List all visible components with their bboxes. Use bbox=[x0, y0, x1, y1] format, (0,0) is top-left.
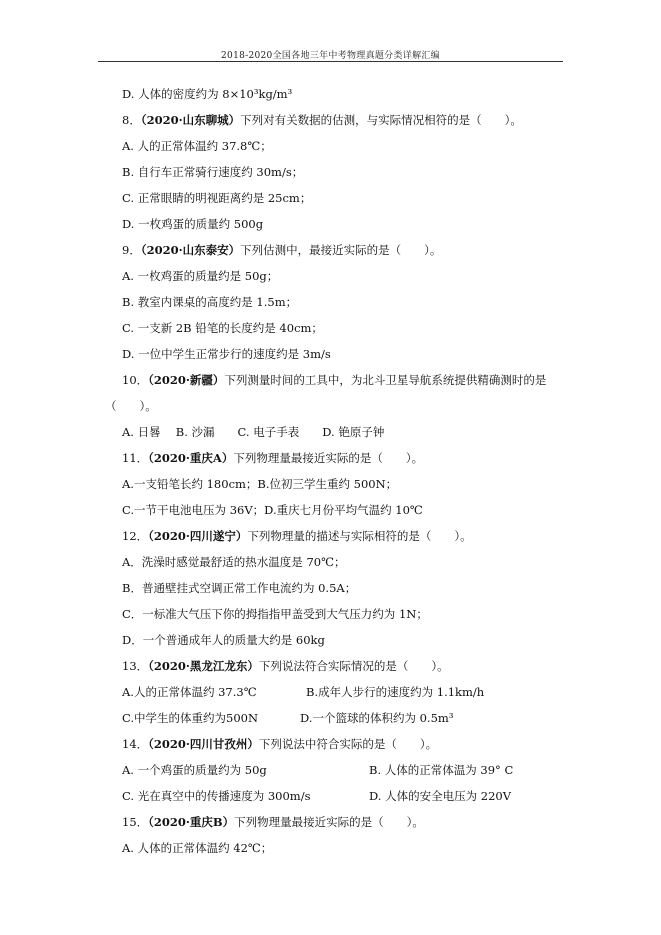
option-line: D．一个普通成年人的质量大约是 60kg bbox=[122, 633, 325, 647]
question-source: （2020·新疆） bbox=[148, 373, 225, 387]
option-line: D. 人体的密度约为 8×10³kg/m³ bbox=[122, 87, 293, 101]
question-12 bbox=[122, 529, 472, 543]
option-line: B. 自行车正常骑行速度约 30m/s； bbox=[122, 165, 304, 179]
option-line: A．洗澡时感觉最舒适的热水温度是 70℃； bbox=[122, 555, 346, 569]
option-line: C. 光在真空中的传播速度为 300m/s bbox=[122, 789, 311, 803]
option-line: B. 教室内课桌的高度约是 1.5m； bbox=[122, 295, 298, 309]
question-source: （2020·四川遂宁） bbox=[148, 529, 248, 543]
question-text: 下列物理量最接近实际的是（ ）。 bbox=[234, 815, 424, 829]
question-number: 12． bbox=[122, 529, 149, 543]
question-number: 11． bbox=[122, 451, 149, 465]
question-text: 下列物理量的描述与实际相符的是（ ）。 bbox=[247, 529, 472, 543]
option-line: D. 人体的安全电压为 220V bbox=[369, 789, 512, 803]
option-line: C. 一支新 2B 铅笔的长度约是 40cm； bbox=[122, 321, 323, 335]
option-line: A.人的正常体温约 37.3℃ bbox=[122, 685, 257, 699]
page-header: 2018-2020全国各地三年中考物理真题分类详解汇编 bbox=[221, 51, 440, 61]
question-8 bbox=[122, 113, 522, 127]
question-14 bbox=[122, 737, 437, 751]
question-number: 13． bbox=[122, 659, 149, 673]
question-text: 下列说法中符合实际的是（ ）。 bbox=[258, 737, 438, 751]
option-line: B.成年人步行的速度约为 1.1km/h bbox=[306, 685, 485, 699]
option-line: A.一支铅笔长约 180cm；B.位初三学生重约 500N； bbox=[122, 477, 398, 491]
option-line: A. 一枚鸡蛋的质量约是 50g； bbox=[122, 269, 279, 283]
question-text: 下列对有关数据的估测，与实际情况相符的是（ ）。 bbox=[240, 113, 522, 127]
question-text: 下列测量时间的工具中，为北斗卫星导航系统提供精确测时的是 bbox=[224, 373, 547, 387]
option-line: A. 人的正常体温约 37.8℃； bbox=[122, 139, 272, 153]
question-number: 9． bbox=[122, 243, 141, 257]
option-line: B．普通壁挂式空调正常工作电流约为 0.5A； bbox=[122, 581, 357, 595]
option-line: C.一节干电池电压为 36V；D.重庆七月份平均气温约 10℃ bbox=[122, 503, 423, 517]
question-number: 10． bbox=[122, 373, 149, 387]
question-number: 14． bbox=[122, 737, 149, 751]
question-source: （2020·山东泰安） bbox=[140, 243, 241, 257]
question-source: （2020·重庆B） bbox=[148, 815, 235, 829]
question-source: （2020·山东聊城） bbox=[140, 113, 241, 127]
option-line: B. 人体的正常体温为 39° C bbox=[369, 763, 514, 777]
option-line: D. 一枚鸡蛋的质量约 500g bbox=[122, 217, 264, 231]
question-10 bbox=[122, 373, 546, 387]
question-9 bbox=[122, 243, 441, 257]
question-number: 15． bbox=[122, 815, 149, 829]
question-text: 下列物理量最接近实际的是（ ）。 bbox=[233, 451, 424, 465]
option-line: D.一个篮球的体积约为 0.5m³ bbox=[300, 711, 454, 725]
option-line: A. 人体的正常体温约 42℃； bbox=[122, 841, 273, 855]
option-line: A. 日晷 B. 沙漏 C. 电子手表 D. 铯原子钟 bbox=[122, 425, 385, 439]
question-source: （2020·重庆A） bbox=[148, 451, 234, 465]
option-line: D. 一位中学生正常步行的速度约是 3m/s bbox=[122, 347, 331, 361]
question-text: 下列说法符合实际情况的是（ ）。 bbox=[258, 659, 449, 673]
header-rule bbox=[98, 61, 563, 62]
question-text: 下列估测中，最接近实际的是（ ）。 bbox=[240, 243, 442, 257]
question-source: （2020·四川甘孜州） bbox=[148, 737, 259, 751]
question-13 bbox=[122, 659, 449, 673]
option-line: C．一标准大气压下你的拇指指甲盖受到大气压力约为 1N； bbox=[122, 607, 428, 621]
question-15 bbox=[122, 815, 424, 829]
question-source: （2020·黑龙江龙东） bbox=[148, 659, 259, 673]
option-line: C. 正常眼睛的明视距离约是 25cm； bbox=[122, 191, 312, 205]
question-continuation: （ ）。 bbox=[105, 399, 157, 413]
option-line: A. 一个鸡蛋的质量约为 50g bbox=[122, 763, 267, 777]
question-number: 8． bbox=[122, 113, 141, 127]
question-11 bbox=[122, 451, 423, 465]
option-line: C.中学生的体重约为500N bbox=[122, 711, 259, 725]
